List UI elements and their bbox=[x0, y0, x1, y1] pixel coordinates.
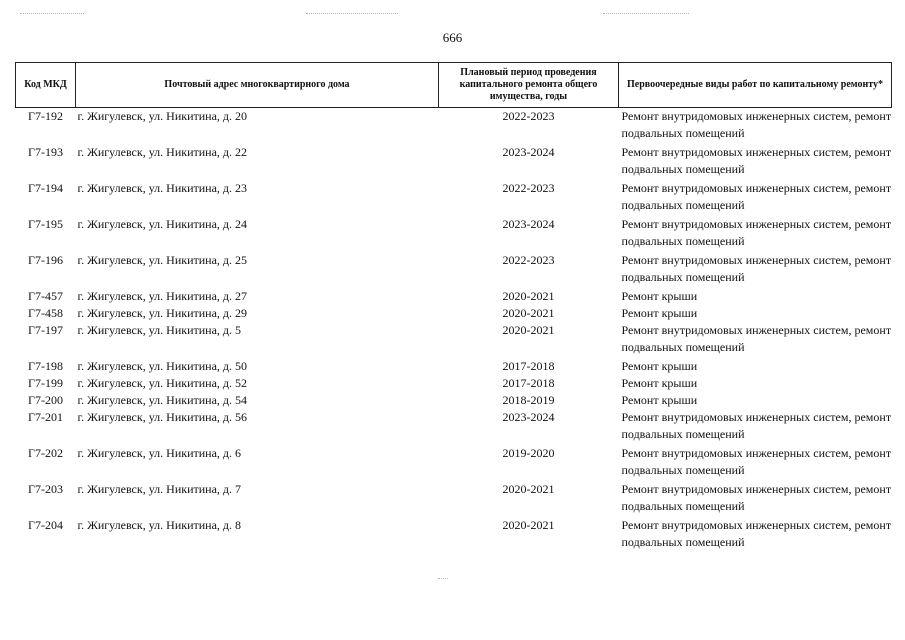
table-row bbox=[16, 180, 892, 216]
cell-works: Ремонт крыши bbox=[621, 289, 698, 303]
table-row bbox=[16, 409, 892, 445]
cell-address: г. Жигулевск, ул. Никитина, д. 56 bbox=[77, 410, 248, 424]
cell-works: Ремонт внутридомовых инженерных систем, ремонт подвальных помещений bbox=[621, 253, 892, 284]
table-row bbox=[16, 445, 892, 481]
cell-address: г. Жигулевск, ул. Никитина, д. 29 bbox=[77, 306, 248, 320]
cell-works: Ремонт внутридомовых инженерных систем, ремонт подвальных помещений bbox=[621, 109, 892, 140]
cell-period: 2019-2020 bbox=[502, 446, 555, 460]
cell-works: Ремонт внутридомовых инженерных систем, ремонт подвальных помещений bbox=[621, 323, 892, 354]
table-row bbox=[16, 517, 892, 553]
table-row bbox=[16, 358, 892, 375]
cell-address: г. Жигулевск, ул. Никитина, д. 23 bbox=[77, 181, 248, 195]
table-row bbox=[16, 288, 892, 305]
cell-code: Г7-457 bbox=[28, 289, 63, 303]
cell-code: Г7-203 bbox=[28, 482, 63, 496]
cell-period: 2022-2023 bbox=[502, 181, 555, 195]
cell-period: 2020-2021 bbox=[502, 323, 555, 337]
scan-artifact-bottom bbox=[438, 578, 448, 579]
cell-code: Г7-198 bbox=[28, 359, 63, 373]
cell-code: Г7-197 bbox=[28, 323, 63, 337]
table-row bbox=[16, 322, 892, 358]
header-period: Плановый период проведения капитального ремонта общего имущества, годы bbox=[439, 63, 619, 108]
header-address: Почтовый адрес многоквартирного дома bbox=[76, 63, 439, 108]
cell-works: Ремонт внутридомовых инженерных систем, ремонт подвальных помещений bbox=[621, 181, 892, 212]
cell-code: Г7-199 bbox=[28, 376, 63, 390]
cell-code: Г7-192 bbox=[28, 109, 63, 123]
cell-works: Ремонт внутридомовых инженерных систем, ремонт подвальных помещений bbox=[621, 217, 892, 248]
cell-works: Ремонт внутридомовых инженерных систем, ремонт подвальных помещений bbox=[621, 446, 892, 477]
cell-address: г. Жигулевск, ул. Никитина, д. 20 bbox=[77, 109, 248, 123]
cell-works: Ремонт крыши bbox=[621, 376, 698, 390]
repair-program-table bbox=[15, 62, 892, 553]
table-row bbox=[16, 108, 892, 145]
cell-address: г. Жигулевск, ул. Никитина, д. 7 bbox=[77, 482, 242, 496]
cell-works: Ремонт крыши bbox=[621, 306, 698, 320]
cell-works: Ремонт внутридомовых инженерных систем, ремонт подвальных помещений bbox=[621, 145, 892, 176]
cell-code: Г7-195 bbox=[28, 217, 63, 231]
header-code: Код МКД bbox=[16, 63, 76, 108]
cell-works: Ремонт внутридомовых инженерных систем, ремонт подвальных помещений bbox=[621, 518, 892, 549]
cell-address: г. Жигулевск, ул. Никитина, д. 27 bbox=[77, 289, 248, 303]
cell-works: Ремонт крыши bbox=[621, 393, 698, 407]
cell-period: 2020-2021 bbox=[502, 482, 555, 496]
cell-period: 2020-2021 bbox=[502, 306, 555, 320]
table-body bbox=[16, 108, 892, 554]
table-row bbox=[16, 144, 892, 180]
cell-address: г. Жигулевск, ул. Никитина, д. 52 bbox=[77, 376, 248, 390]
scan-artifacts bbox=[0, 13, 905, 17]
cell-code: Г7-200 bbox=[28, 393, 63, 407]
table-row bbox=[16, 252, 892, 288]
table-row bbox=[16, 305, 892, 322]
cell-period: 2017-2018 bbox=[502, 376, 555, 390]
cell-works: Ремонт внутридомовых инженерных систем, ремонт подвальных помещений bbox=[621, 482, 892, 513]
cell-address: г. Жигулевск, ул. Никитина, д. 50 bbox=[77, 359, 248, 373]
cell-works: Ремонт крыши bbox=[621, 359, 698, 373]
cell-address: г. Жигулевск, ул. Никитина, д. 25 bbox=[77, 253, 248, 267]
cell-address: г. Жигулевск, ул. Никитина, д. 5 bbox=[77, 323, 242, 337]
cell-period: 2020-2021 bbox=[502, 518, 555, 532]
cell-code: Г7-201 bbox=[28, 410, 63, 424]
cell-period: 2017-2018 bbox=[502, 359, 555, 373]
cell-period: 2023-2024 bbox=[502, 145, 555, 159]
cell-period: 2023-2024 bbox=[502, 217, 555, 231]
cell-address: г. Жигулевск, ул. Никитина, д. 22 bbox=[77, 145, 248, 159]
cell-code: Г7-202 bbox=[28, 446, 63, 460]
cell-code: Г7-204 bbox=[28, 518, 63, 532]
cell-works: Ремонт внутридомовых инженерных систем, ремонт подвальных помещений bbox=[621, 410, 892, 441]
cell-code: Г7-458 bbox=[28, 306, 63, 320]
cell-address: г. Жигулевск, ул. Никитина, д. 54 bbox=[77, 393, 248, 407]
cell-period: 2022-2023 bbox=[502, 253, 555, 267]
table-row bbox=[16, 392, 892, 409]
cell-period: 2018-2019 bbox=[502, 393, 555, 407]
table-row bbox=[16, 216, 892, 252]
page-number: 666 bbox=[442, 30, 463, 45]
table-header-row bbox=[16, 63, 892, 108]
cell-period: 2023-2024 bbox=[502, 410, 555, 424]
cell-code: Г7-194 bbox=[28, 181, 63, 195]
header-works: Первоочередные виды работ по капитальному ремонту* bbox=[619, 63, 892, 108]
cell-address: г. Жигулевск, ул. Никитина, д. 6 bbox=[77, 446, 242, 460]
cell-address: г. Жигулевск, ул. Никитина, д. 24 bbox=[77, 217, 248, 231]
cell-code: Г7-196 bbox=[28, 253, 63, 267]
table-row bbox=[16, 481, 892, 517]
cell-address: г. Жигулевск, ул. Никитина, д. 8 bbox=[77, 518, 242, 532]
table-row bbox=[16, 375, 892, 392]
cell-period: 2020-2021 bbox=[502, 289, 555, 303]
cell-period: 2022-2023 bbox=[502, 109, 555, 123]
cell-code: Г7-193 bbox=[28, 145, 63, 159]
